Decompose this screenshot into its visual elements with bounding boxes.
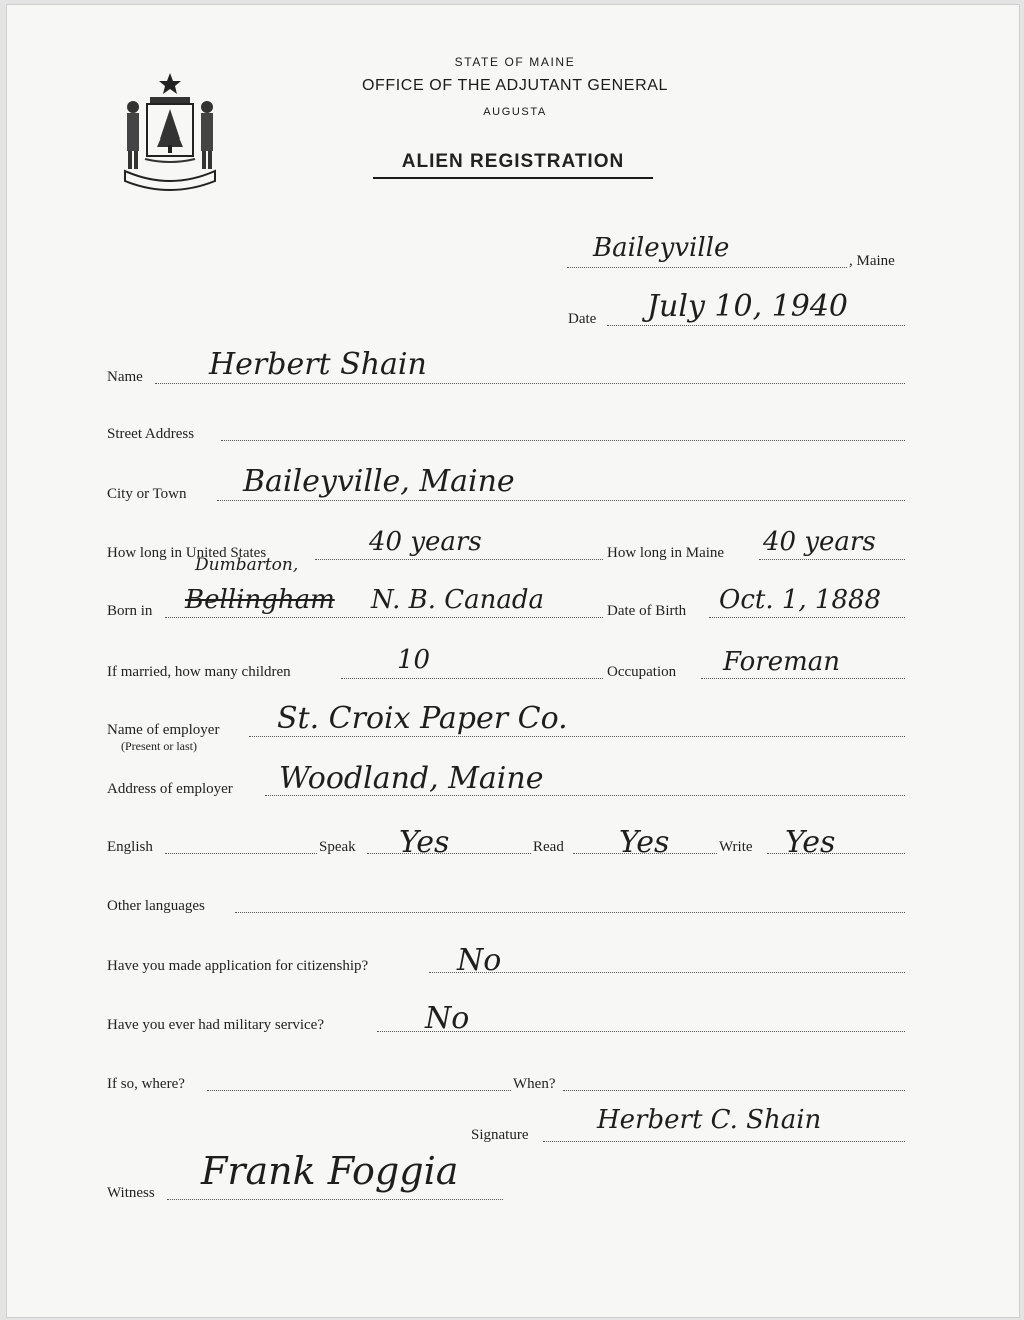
employer-address-label: Address of employer: [107, 781, 233, 797]
how-long-us-value: 40 years: [369, 527, 482, 557]
born-in-struck: Bellingham: [185, 585, 335, 615]
when-label: When?: [513, 1076, 556, 1092]
witness-line: [167, 1199, 503, 1200]
employer-line: [249, 736, 905, 737]
born-in-correction: Dumbarton,: [195, 555, 299, 575]
maine-label: , Maine: [849, 253, 895, 269]
name-value: Herbert Shain: [209, 347, 427, 382]
where-line: [207, 1090, 511, 1091]
children-line: [341, 678, 603, 679]
citizenship-label: Have you made application for citizenship?: [107, 958, 369, 974]
write-value: Yes: [785, 825, 836, 860]
employer-address-value: Woodland, Maine: [279, 761, 544, 796]
header-office: OFFICE OF THE ADJUTANT GENERAL: [361, 77, 669, 94]
signature-label: Signature: [471, 1127, 529, 1143]
other-languages-line: [235, 912, 905, 913]
occupation-value: Foreman: [723, 647, 840, 677]
dob-label: Date of Birth: [607, 603, 687, 619]
military-label: Have you ever had military service?: [107, 1017, 324, 1033]
occupation-label: Occupation: [607, 664, 677, 680]
read-label: Read: [533, 839, 564, 855]
employer-value: St. Croix Paper Co.: [277, 701, 568, 736]
born-in-label: Born in: [107, 603, 153, 619]
children-label: If married, how many children: [107, 664, 291, 680]
dob-line: [709, 617, 905, 618]
how-long-maine-value: 40 years: [763, 527, 876, 557]
other-languages-label: Other languages: [107, 898, 205, 914]
when-line: [563, 1090, 905, 1091]
how-long-us-line: [315, 559, 603, 560]
city-value: Baileyville, Maine: [243, 464, 515, 499]
street-line: [221, 440, 905, 441]
town-line: [567, 267, 847, 268]
born-in-line: [165, 617, 603, 618]
how-long-maine-line: [759, 559, 905, 560]
header-state: STATE OF MAINE: [454, 55, 576, 69]
where-label: If so, where?: [107, 1076, 185, 1092]
dob-value: Oct. 1, 1888: [719, 585, 882, 615]
city-line: [217, 500, 905, 501]
name-line: [155, 383, 905, 384]
state-seal-icon: [115, 69, 225, 194]
signature-line: [543, 1141, 905, 1142]
write-label: Write: [719, 839, 753, 855]
witness-value: Frank Foggia: [201, 1149, 459, 1193]
witness-label: Witness: [107, 1185, 155, 1201]
occupation-line: [701, 678, 905, 679]
signature-value: Herbert C. Shain: [597, 1105, 822, 1135]
date-line: [607, 325, 905, 326]
citizenship-value: No: [457, 943, 502, 978]
children-value: 10: [397, 645, 431, 675]
employer-note: (Present or last): [121, 739, 197, 753]
military-value: No: [425, 1001, 470, 1036]
english-label: English: [107, 839, 153, 855]
name-label: Name: [107, 369, 143, 385]
how-long-us-label: How long in United States: [107, 545, 267, 561]
header-city: AUGUSTA: [483, 106, 547, 118]
city-label: City or Town: [107, 486, 187, 502]
speak-value: Yes: [399, 825, 450, 860]
registration-form: [6, 4, 1020, 1318]
date-label: Date: [568, 311, 597, 327]
town-value: Baileyville: [593, 233, 730, 263]
form-title: ALIEN REGISTRATION: [373, 151, 653, 179]
born-in-value: N. B. Canada: [371, 585, 545, 615]
read-value: Yes: [619, 825, 670, 860]
street-label: Street Address: [107, 426, 195, 442]
speak-label: Speak: [319, 839, 356, 855]
employer-label: Name of employer: [107, 722, 220, 738]
date-value: July 10, 1940: [647, 289, 849, 324]
how-long-maine-label: How long in Maine: [607, 545, 725, 561]
english-line: [165, 853, 317, 854]
